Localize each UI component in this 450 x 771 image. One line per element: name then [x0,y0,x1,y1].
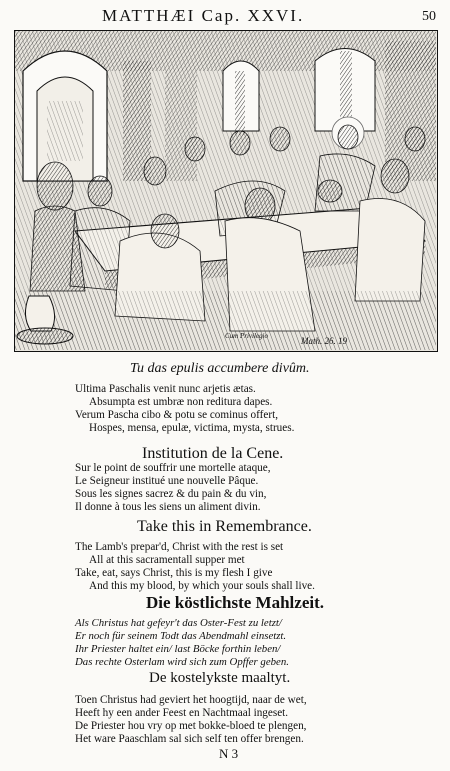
english-line: And this my blood, by which your souls shall live. [89,580,315,592]
dutch-line: Het ware Paaschlam sal sich self ten offer brengen. [75,733,304,745]
last-supper-engraving [14,30,438,352]
french-line: Le Seigneur institué une nouvelle Pâque. [75,475,259,487]
page-number: 50 [422,9,436,24]
scripture-reference: Math. 26. 19 [301,336,347,346]
german-line: Als Christus hat gefeyr't das Oster-Fest zu letzt/ [75,617,282,629]
privilege-note: Cum Privilegio [225,332,268,340]
german-line: Er noch für seinem Todt das Abendmahl einsetzt. [75,630,287,642]
german-line: Das rechte Osterlam wird sich zum Opffer geben. [75,656,289,668]
dutch-line: Heeft hy een ander Feest en Nachtmaal ingeset. [75,707,289,719]
latin-heading: Tu das epulis accumbere divûm. [130,361,310,376]
english-line: All at this sacramentall supper met [89,554,245,566]
english-line: The Lamb's prepar'd, Christ with the rest is set [75,541,284,553]
dutch-line: Toen Christus had geviert het hoogtijd, naar de wet, [75,694,307,706]
english-line: Take, eat, says Christ, this is my flesh I give [75,567,273,579]
signature-mark: N 3 [219,746,239,761]
dutch-line: De Priester hou vry op met bokke-bloed te plengen, [75,720,307,732]
english-heading: Take this in Remembrance. [137,518,312,535]
latin-line: Ultima Paschalis venit nunc arjetis ætas. [75,383,256,395]
french-line: Sous les signes sacrez & du pain & du vin, [75,488,267,500]
french-line: Il donne à tous les siens un aliment divin. [75,501,261,513]
latin-line: Hospes, mensa, epulæ, victima, mysta, strues. [89,422,295,434]
running-title: MATTHÆI Cap. XXVI. [102,6,305,25]
german-line: Ihr Priester haltet ein/ last Böcke forthin leben/ [75,643,281,655]
page-header [0,6,450,28]
french-line: Sur le point de souffrir une mortelle ataque, [75,462,271,474]
latin-line: Absumpta est umbræ non reditura dapes. [89,396,273,408]
dutch-heading: De kostelykste maaltyt. [149,670,291,686]
latin-line: Verum Pascha cibo & potu se cominus offert, [75,409,278,421]
german-heading: Die köstlichste Mahlzeit. [146,593,324,612]
french-heading: Institution de la Cene. [142,445,284,462]
